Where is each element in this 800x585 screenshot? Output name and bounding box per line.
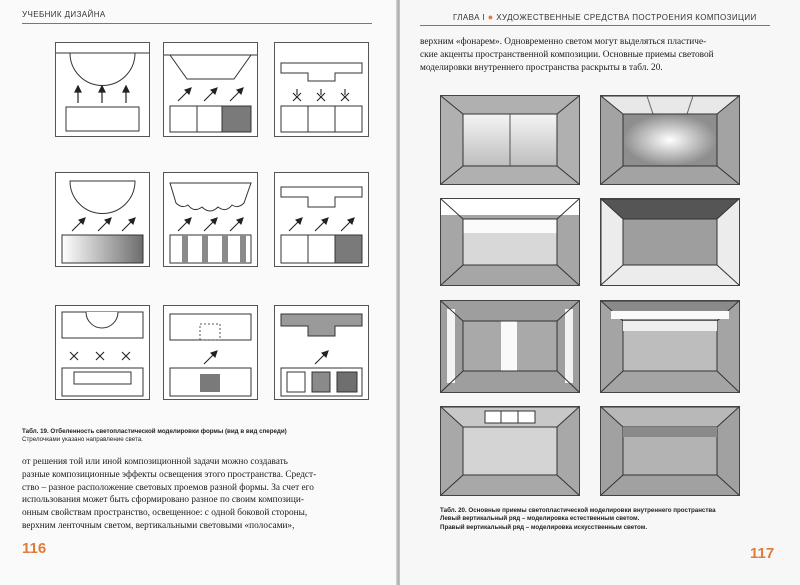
table19-cell (163, 172, 258, 267)
table19-cell (274, 305, 369, 400)
body-line: от решения той или иной композиционной задачи можно создавать (22, 457, 288, 467)
arrow-diagonal-icon (178, 218, 243, 231)
body-line: верхним ленточным светом, вертикальными световыми «полосами», (22, 521, 295, 532)
chapter-title: ХУДОЖЕСТВЕННЫЕ СРЕДСТВА ПОСТРОЕНИЯ КОМПОЗИЦИИ (496, 13, 757, 22)
body-line: онным свойствам пространство, освещенное: с одной боковой стороны, (22, 508, 308, 519)
arrow-diagonal-icon (289, 218, 354, 231)
page-number-left: 116 (22, 540, 47, 557)
table20-room (440, 406, 580, 496)
table20-caption-line3: Правый вертикальный ряд – моделировка искусственным светом. (440, 523, 648, 531)
lamp-cross-icon (293, 89, 349, 101)
arrow-diagonal-icon (204, 351, 217, 364)
left-header-rule (22, 23, 372, 24)
left-page (0, 0, 396, 585)
table20-room (600, 300, 740, 393)
table20-room (440, 95, 580, 185)
table20-room (600, 198, 740, 286)
body-line: использования может быть сформировано разное по своим композици- (22, 495, 304, 506)
table20-caption-title: Табл. 20. Основные приемы светопластической моделировки внутреннего пространства (440, 507, 716, 514)
table20-caption (440, 507, 790, 532)
arrow-diagonal-icon (315, 351, 328, 364)
body-line: ские акценты пространственной композиции. Основные приемы световой (420, 49, 714, 60)
table19-cell (163, 42, 258, 137)
arrow-diagonal-icon (178, 88, 243, 101)
table19-cell (163, 305, 258, 400)
body-line: верхним «фонарем». Одновременно светом могут выделяться пластиче- (420, 37, 707, 47)
table20-room (440, 300, 580, 393)
table19-cell (55, 42, 150, 137)
left-page-header: УЧЕБНИК ДИЗАЙНА (22, 10, 106, 19)
right-body-text (420, 36, 775, 74)
table19-cell (274, 42, 369, 137)
table20-room (600, 406, 740, 496)
table20-room (440, 198, 580, 286)
body-line: ство – разное расположение световых проемов разной формы. За счет его (22, 482, 314, 493)
body-line: разные композиционные эффекты освещения этого пространства. Средст- (22, 469, 317, 480)
table20-room (600, 95, 740, 185)
table19-caption-title: Табл. 19. Отбеленность светопластической моделировки формы (вид в вид спереди) (22, 428, 287, 435)
right-header-rule (420, 25, 770, 26)
chapter-label: ГЛАВА I (453, 13, 486, 22)
table19-cell (55, 305, 150, 400)
body-line: моделировки внутреннего пространства раскрыты в табл. 20. (420, 62, 663, 73)
left-body-text (22, 456, 374, 533)
lamp-cross-icon (70, 352, 130, 360)
table20-caption-line2: Левый вертикальный ряд – моделировка естественным светом. (440, 515, 640, 523)
table19-caption-sub: Стрелочками указано направление света. (22, 436, 143, 444)
arrow-diagonal-icon (72, 218, 135, 231)
page-number-right: 117 (750, 545, 775, 562)
table19-caption (22, 428, 382, 445)
right-page (400, 0, 800, 585)
table19-cell (274, 172, 369, 267)
header-bullet-icon: ● (487, 12, 494, 22)
table19-cell (55, 172, 150, 267)
right-page-header (453, 12, 757, 22)
